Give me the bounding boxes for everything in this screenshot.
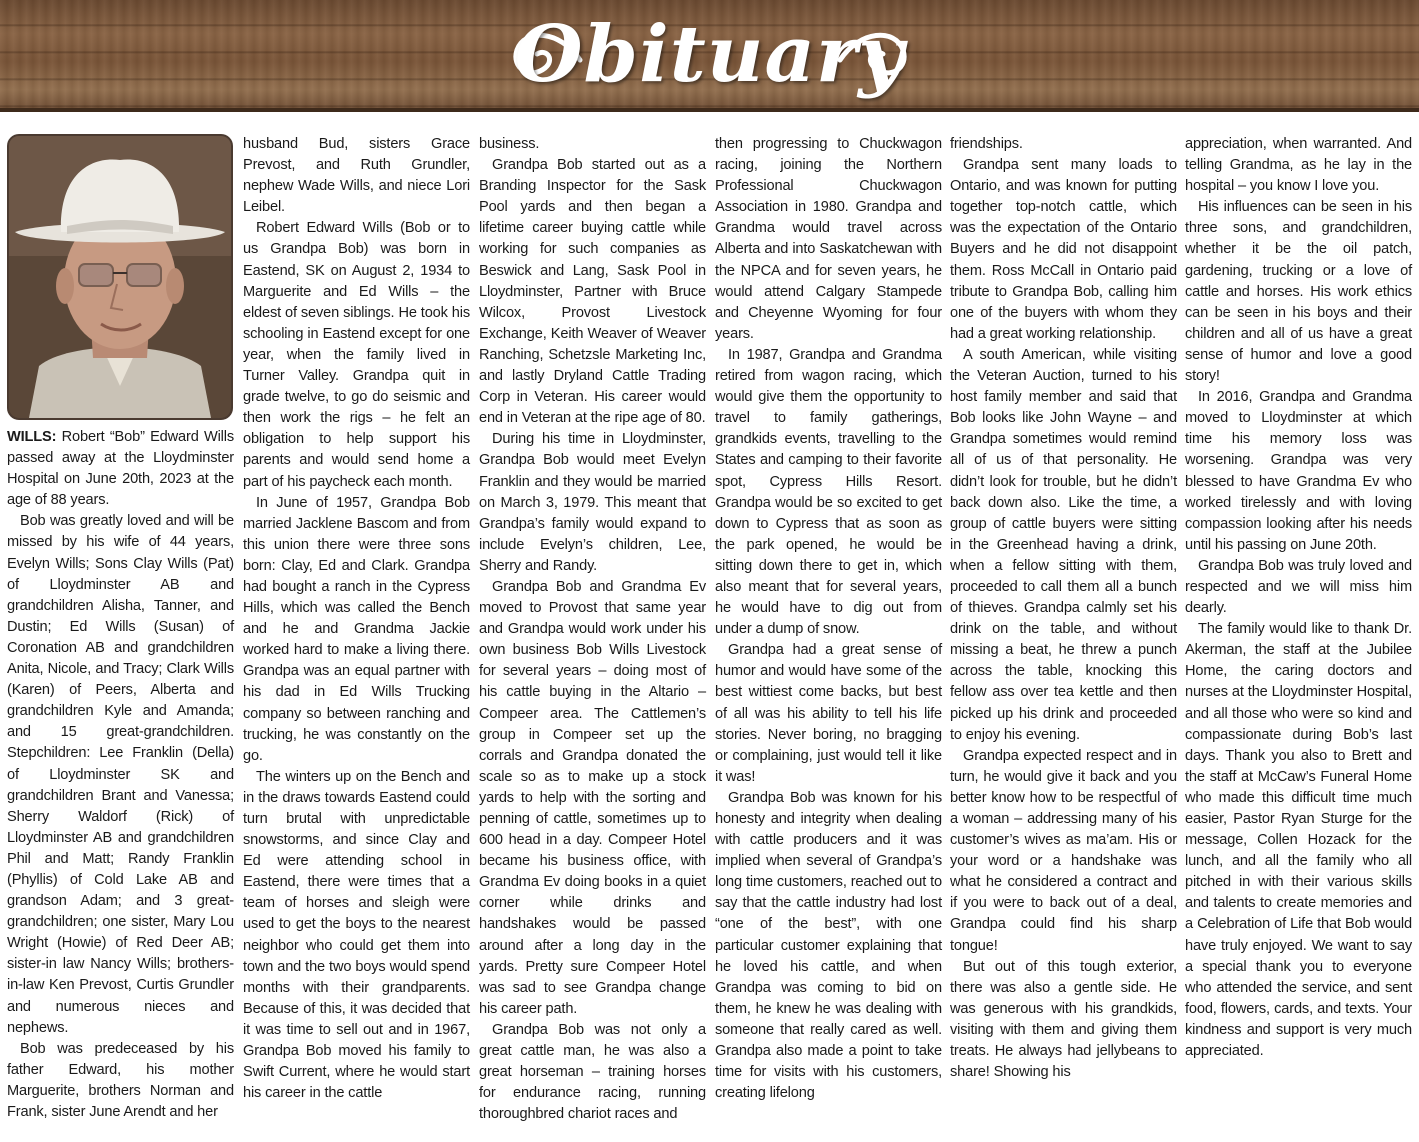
column-4 xyxy=(715,134,942,1134)
paragraph-gentle-side: But out of this tough exterior, there was also a gentle side. He was generous with his grandkids, visiting with them and giving them treats. He always had jellybeans to share! Showing his xyxy=(950,958,1177,1081)
column-5 xyxy=(950,134,1177,1134)
paragraph-evelyn: During his time in Lloydminster, Grandpa Bob would meet Evelyn Franklin and they would be married on March 3, 1979. This meant that Grandpa’s family would expand to include Evelyn’s children, Lee, Sherry and Randy. xyxy=(479,431,706,574)
paragraph-john-wayne: A south American, while visiting the Veteran Auction, turned to his host family member and said that Bob looks like John Wayne – and Grandpa sometimes would remind all of us of that personality. He didn’t look for trouble, but he didn’t back down also. Like the time, a group of cattle buyers were sitting in the Greenhead having a drink, when a fellow sitting with them, proceeded to call them all a bunch of thieves. Grandpa calmly set his drink on the table, and without missing a beat, he threw a punch across the table, knocking this fellow ass over tea kettle and then picked up his drink and proceeded to enjoy his evening. xyxy=(950,346,1177,743)
paragraph-friendships: friendships. xyxy=(950,136,1023,152)
obituary-intro: Robert “Bob” Edward Wills passed away at the Lloydminster Hospital on June 20th, 2023 at the age of 88 years. xyxy=(7,429,234,509)
column-3 xyxy=(479,134,706,1134)
surname-lead: WILLS: xyxy=(7,429,57,445)
banner-title: Obituary xyxy=(514,9,905,100)
column-1 xyxy=(7,134,234,1134)
portrait-photo xyxy=(7,134,233,420)
portrait-illustration xyxy=(9,136,231,418)
paragraph-early-life: Robert Edward Wills (Bob or to us Grandpa Bob) was born in Eastend, SK on August 2, 1934 to Marguerite and Ed Wills – the eldest of seven siblings. He took his schooling in Eastend except for one year, when the family lived in Turner Valley. Grandpa quit in grade twelve, to go do seismic and then work the rigs – he felt an obligation to help support his parents and would send home a part of his paycheck each month. xyxy=(243,220,470,490)
paragraph-career-cont: business. xyxy=(479,136,540,152)
column-2 xyxy=(243,134,470,1134)
column-6 xyxy=(1185,134,1412,1134)
paragraph-thanks: The family would like to thank Dr. Akerman, the staff at the Jubilee Home, the caring doctors and nurses at the Lloydminster Hospital, and all those who were so kind and compassionate during Bob’s last days. Thank you also to Brett and the staff at McCaw’s Funeral Home who made this difficult time much easier, Pastor Ryan Sturge for the message, Collen Hozack for the lunch, and all the family who all pitched in with their various skills and talents to create memories and a Celebration of Life that Bob would have truly enjoyed. We want to say a special thank you to everyone who attended the service, and sent food, flowers, cards, and texts. Your kindness and support is very much appreciated. xyxy=(1185,621,1412,1060)
paragraph-respect: Grandpa expected respect and in turn, he would give it back and you better know how to be respectful of a woman – addressing many of his customer’s wives as ma’am. His or your word or a handshake was what he considered a contract and if you were to back out of a deal, Grandpa could find his sharp tongue! xyxy=(950,747,1177,954)
obituary-body xyxy=(7,134,1413,1134)
paragraph-winters: The winters up on the Bench and in the draws towards Eastend could turn brutal with unpredictable snowstorms, and since Clay and Ed were attending school in Eastend, there were times that a team of horses and sleigh were used to get the boys to the nearest neighbor who could get them into town and the two boys would spend months with their grandparents. Because of this, it was decided that it was time to sell out and in 1967, Grandpa Bob moved his family to Swift Current, where he would start his career in the cattle xyxy=(243,768,470,1102)
paragraph-lloydminster: In 2016, Grandpa and Grandma moved to Lloydminster at which time his memory loss was worsening. Grandpa was very blessed to have Grandma Ev who worked tirelessly and with loving compassion looking after his needs until his passing on June 20th. xyxy=(1185,389,1412,553)
paragraph-survivors: Bob was greatly loved and will be missed by his wife of 44 years, Evelyn Wills; Sons Clay Wills (Pat) of Lloydminster AB and grandchildren Alisha, Tanner, and Dustin; Ed Wills (Susan) of Coronation AB and grandchildren Anita, Nicole, and Tracy; Clark Wills (Karen) of Peers, Alberta and grandchildren Kyle and Amanda; and 15 great-grandchildren. Stepchildren: Lee Franklin (Della) of Lloydminster SK and grandchildren Brant and Vanessa; Sherry Waldorf (Rick) of Lloydminster AB and grandchildren Phil and Matt; Randy Franklin (Phyllis) of Cold Lake AB and grandson Adam; and 3 great-grandchildren; one sister, Mary Lou Wright (Howie) of Red Deer AB; sister-in law Nancy Wills; brothers-in-law Ken Prevost, Curtis Grundler and numerous nieces and nephews. xyxy=(7,513,234,1036)
paragraph-predeceased-cont: husband Bud, sisters Grace Prevost, and Ruth Grundler, nephew Wade Wills, and niece Lori Leibel. xyxy=(243,136,470,216)
right-swirl-ornament xyxy=(835,20,915,90)
paragraph-horseman: Grandpa Bob was not only a great cattle man, he was also a great horseman – training horses for endurance racing, running thoroughbred chariot races and xyxy=(479,1021,706,1123)
obituary-banner xyxy=(0,0,1419,112)
banner-bottom-edge xyxy=(0,108,1419,112)
paragraph-integrity: Grandpa Bob was known for his honesty and integrity when dealing with cattle producers and it was implied when several of Grandpa’s long time customers, reached out to say that the cattle industry had lost “one of the best”, with one particular customer explaining that he loved his cattle, and when Grandpa was coming to bid on them, he knew he was dealing with someone that really cared as well. Grandpa also made a point to take time for visits with his customers, creating lifelong xyxy=(715,789,942,1102)
paragraph-career: Grandpa Bob started out as a Branding Inspector for the Sask Pool yards and then began a lifetime career buying cattle while working for such companies as Beswick and Lang, Sask Pool in Lloydminster, Partner with Bruce Wilcox, Provost Livestock Exchange, Keith Weaver of Weaver Ranching, Schetzsle Marketing Inc, and lastly Dryland Cattle Trading Corp in Veteran. His career would end in Veteran at the ripe age of 80. xyxy=(479,157,706,427)
paragraph-retirement: In 1987, Grandpa and Grandma retired from wagon racing, which would give them the opportunity to travel to family gatherings, grandkids events, travelling to the States and camping to their favorite spot, Cypress Hills Resort. Grandpa would be so excited to get down to Cypress that as soon as the park opened, he would be sitting down there to get in, which also meant that for several years, he would have to dig out from under a dump of snow. xyxy=(715,346,942,638)
paragraph-chuckwagon: then progressing to Chuckwagon racing, joining the Northern Professional Chuckwagon Association in 1980. Grandpa and Grandma would travel across Alberta and into Saskatchewan with the NPCA and for seven years, he would attend Calgary Stampede and Cheyenne Wyoming for four years. xyxy=(715,136,942,342)
paragraph-influences: His influences can be seen in his three sons, and grandchildren, whether it be the oil patch, gardening, trucking or a love of cattle and horses. His work ethics can be seen in his boys and their children and all of us have a great sense of humor and love a good story! xyxy=(1185,199,1412,385)
paragraph-humor: Grandpa had a great sense of humor and would have some of the best wittiest come backs, but best of all was his ability to tell his life stories. Never boring, no bragging or complaining, just would tell it like it was! xyxy=(715,642,942,785)
paragraph-loved: Grandpa Bob was truly loved and respected and we will miss him dearly. xyxy=(1185,557,1412,617)
paragraph-provost: Grandpa Bob and Grandma Ev moved to Provost that same year and Grandpa would work under his own business Bob Wills Livestock for several years – doing most of his cattle buying in the Altario – Compeer area. The Cattlemen’s group in Compeer set up the corrals and Grandpa donated the scale so as to make up a stock yards to help with the sorting and penning of cattle, sometimes up to 600 head in a day. Compeer Hotel became his business office, with Grandma Ev doing books in a quiet corner while drinks and handshakes would be passed around after a long day in the yards. Pretty sure Compeer Hotel was sad to see Grandpa change his career path. xyxy=(479,578,706,1017)
paragraph-marriage: In June of 1957, Grandpa Bob married Jacklene Bascom and from this union there were three sons born: Clay, Ed and Clark. Grandpa had bought a ranch in the Cypress Hills, which was called the Bench and he and Grandma Jackie worked hard to make a living there. Grandpa was an equal partner with his dad in Ed Wills Trucking company so between ranching and trucking, he was constantly on the go. xyxy=(243,494,470,764)
paragraph-predeceased: Bob was predeceased by his father Edward, his mother Marguerite, brothers Norman and Frank, sister June Arendt and her xyxy=(7,1040,234,1120)
paragraph-ontario: Grandpa sent many loads to Ontario, and was known for putting together top-notch cattle, which was the expectation of the Ontario Buyers and he did not disappoint them. Ross McCall in Ontario paid tribute to Grandpa Bob, calling him one of the buyers with whom they had a great working relationship. xyxy=(950,157,1177,342)
paragraph-appreciation: appreciation, when warranted. And telling Grandma, as he lay in the hospital – you know I love you. xyxy=(1185,136,1412,195)
